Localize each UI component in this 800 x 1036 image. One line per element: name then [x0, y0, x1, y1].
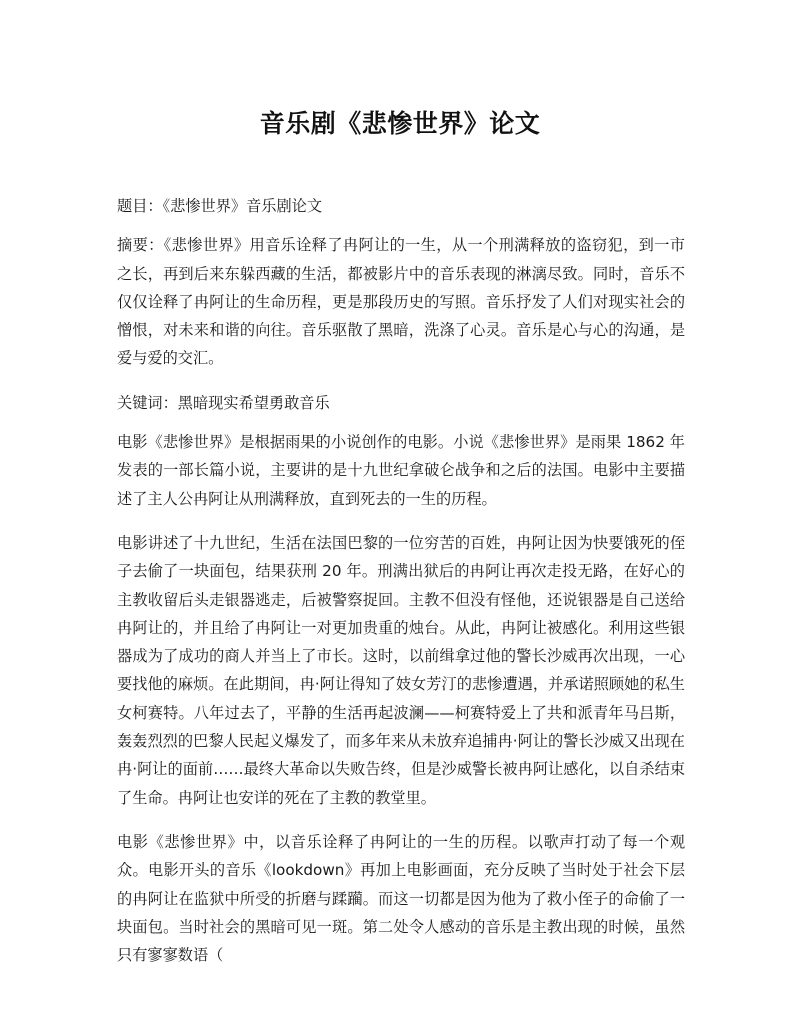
paragraph-plot: 电影讲述了十九世纪，生活在法国巴黎的一位穷苦的百姓，冉阿让因为快要饿死的侄子去偷了一块面包，结果获刑 20 年。刑满出狱后的冉阿让再次走投无路，在好心的主教收留后头走银器逃走，后被警察捉回。主教不但没有怪他，还说银器是自己送给冉阿让的，并且给了冉阿让一对更加贵重的烛台。从此，冉阿让被感化。利用这些银器成为了成功的商人并当上了市长。这时，以前缉拿过他的警长沙威再次出现，一心要找他的麻烦。在此期间，冉·阿让得知了妓女芳汀的悲惨遭遇，并承诺照顾她的私生女柯赛特。八年过去了，平静的生活再起波澜——柯赛特爱上了共和派青年马吕斯，轰轰烈烈的巴黎人民起义爆发了，而多年来从未放弃追捕冉·阿让的警长沙威又出现在冉·阿让的面前……最终大革命以失败告终，但是沙威警长被冉阿让感化，以自杀结束了生命。冉阿让也安详的死在了主教的教堂里。	[117, 533, 685, 807]
paragraph-topic: 题目：《悲惨世界》音乐剧论文	[117, 197, 323, 215]
paragraph-music: 电影《悲惨世界》中，以音乐诠释了冉阿让的一生的历程。以歌声打动了每一个观众。电影开头的音乐《lookdown》再加上电影画面，充分反映了当时处于社会下层的冉阿让在监狱中所受的折磨与蹂躏。而这一切都是因为他为了救小侄子的命偷了一块面包。当时社会的黑暗可见一斑。第二处令人感动的音乐是主教出现的时候，虽然只有寥寥数语（	[117, 832, 685, 965]
document-title: 音乐剧《悲惨世界》论文	[259, 109, 541, 138]
paragraph-keywords: 关键词：黑暗现实希望勇敢音乐	[117, 393, 330, 412]
paragraph-intro: 电影《悲惨世界》是根据雨果的小说创作的电影。小说《悲惨世界》是雨果 1862 年发表的一部长篇小说，主要讲的是十九世纪拿破仑战争和之后的法国。电影中主要描述了主人公冉阿让从刑满释放，直到死去的一生的历程。	[117, 433, 685, 508]
document-body	[117, 192, 685, 985]
paragraph-abstract: 摘要：《悲惨世界》用音乐诠释了冉阿让的一生，从一个刑满释放的盗窃犯，到一市之长，再到后来东躲西藏的生活，都被影片中的音乐表现的淋漓尽致。同时，音乐不仅仅诠释了冉阿让的生命历程，更是那段历史的写照。音乐抒发了人们对现实社会的憎恨，对未来和谐的向往。音乐驱散了黑暗，洗涤了心灵。音乐是心与心的沟通，是爱与爱的交汇。	[117, 236, 685, 368]
